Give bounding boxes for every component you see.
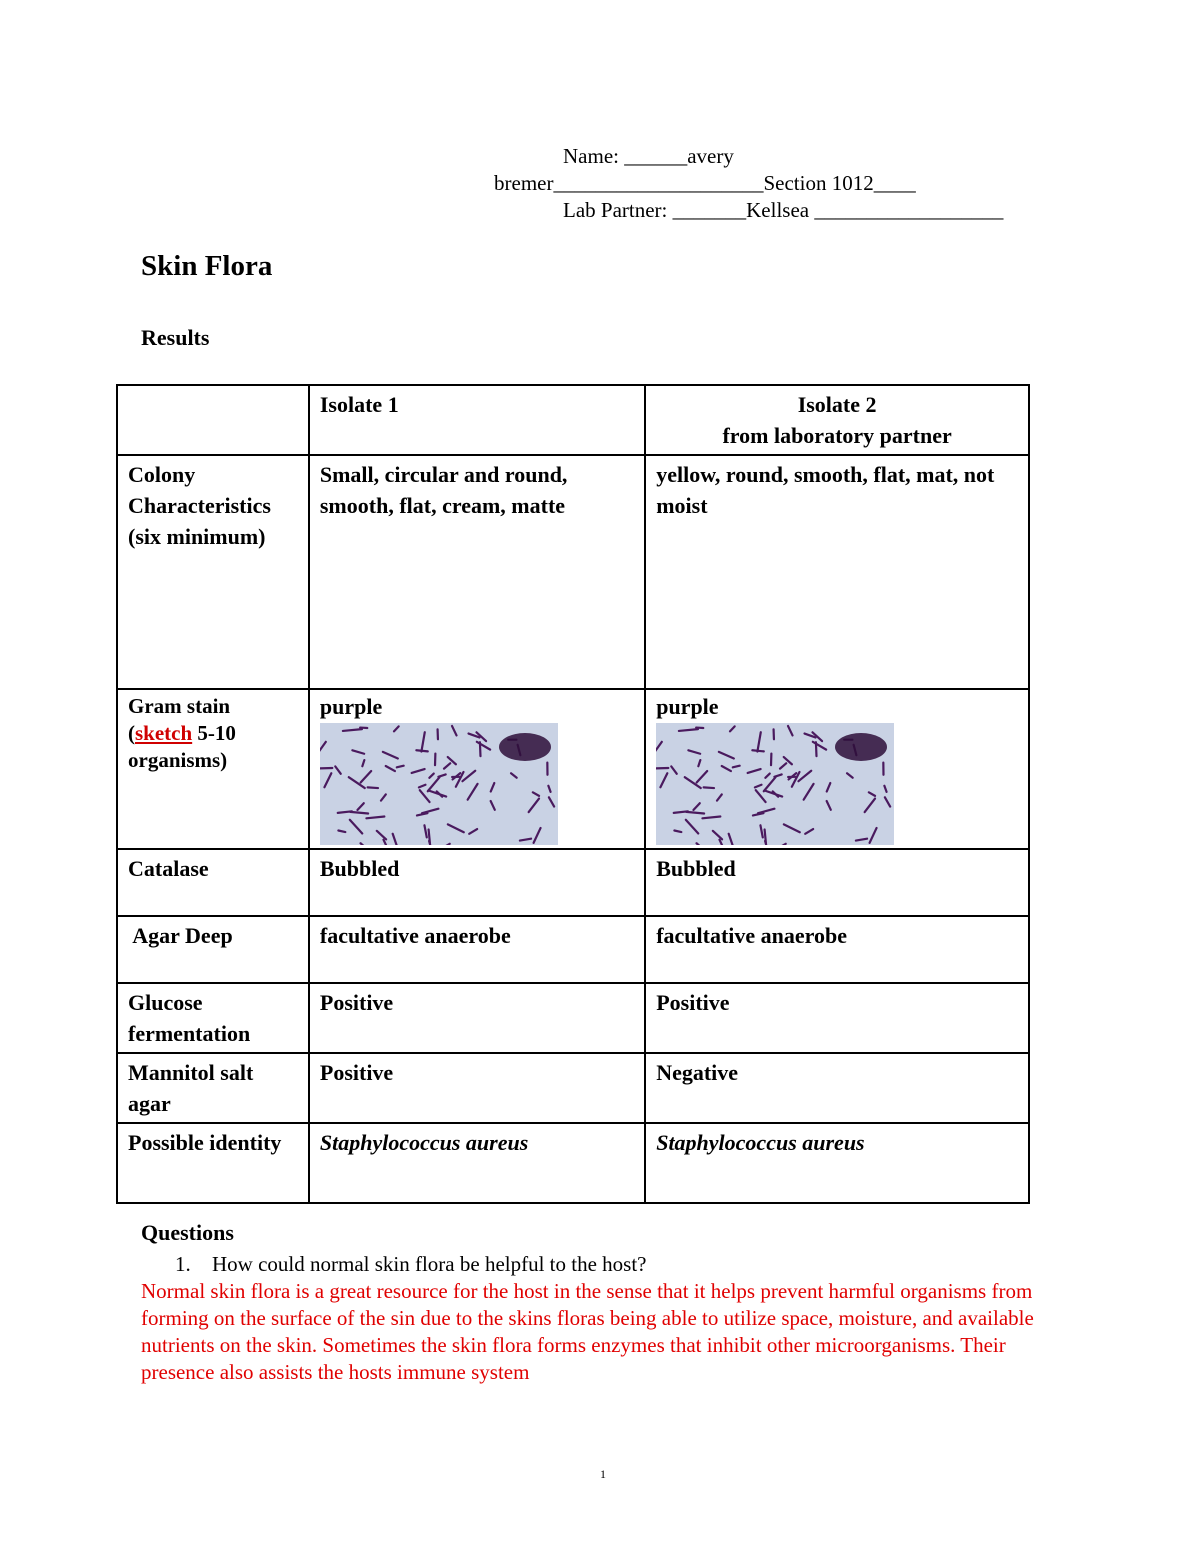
stained-bacterium <box>412 769 425 773</box>
stained-bacterium <box>694 803 700 810</box>
stained-bacterium <box>437 844 450 845</box>
stained-bacterium <box>357 803 363 810</box>
stained-bacterium <box>419 785 426 788</box>
stained-bacterium <box>717 794 722 800</box>
stained-bacterium <box>377 831 386 840</box>
table-row <box>117 689 1029 849</box>
stained-bacterium <box>685 777 701 788</box>
questions-heading: Questions <box>141 1220 234 1245</box>
stained-bacterium <box>813 742 826 750</box>
gram-result-1: purple <box>319 694 383 719</box>
stained-bacterium <box>511 773 517 777</box>
stained-bacterium <box>429 774 433 778</box>
stained-bacterium <box>730 726 735 731</box>
isolate-1-value <box>309 689 645 849</box>
stained-bacterium <box>361 771 372 782</box>
stained-bacterium <box>703 817 721 819</box>
stained-bacterium <box>885 786 887 792</box>
stained-bacterium <box>349 777 365 788</box>
answer-1: Normal skin flora is a great resource for the host in the sense that it helps prevent harmful organisms from forming on the surface of the sin due to the skins floras being able to utilize space, moisture, and available nutrients on the skin. Sometimes the skin flora forms enzymes that inhibit other microorganisms. Their presence also assists the hosts immune system <box>141 1279 1034 1384</box>
isolate-2-subtitle: from laboratory partner <box>722 423 952 448</box>
stained-bacterium <box>748 769 761 773</box>
stained-bacterium <box>529 799 539 813</box>
stained-bacterium <box>869 792 875 796</box>
stained-bacterium <box>733 766 740 768</box>
stained-bacterium <box>865 799 875 813</box>
isolate-2-value: yellow, round, smooth, flat, mat, not moist <box>645 455 1029 689</box>
stained-bacterium <box>885 797 890 806</box>
stained-bacterium <box>704 787 714 788</box>
stained-bacterium <box>424 825 426 837</box>
stained-bacterium <box>381 794 386 800</box>
sketch-link[interactable]: sketch <box>135 721 193 745</box>
stained-bacterium <box>549 797 554 806</box>
stained-bacterium <box>352 750 364 753</box>
stained-bacterium <box>350 820 363 834</box>
stained-bacterium <box>335 766 341 773</box>
row-label: Gram stain (sketch 5-10 organisms) <box>117 689 309 849</box>
isolate-1-value: Positive <box>309 1053 645 1123</box>
table-row <box>117 849 1029 916</box>
stained-bacterium <box>383 752 398 759</box>
stained-bacterium <box>784 824 800 832</box>
isolate-1-value <box>309 1123 645 1203</box>
stained-bacterium <box>674 811 688 813</box>
cell-cluster <box>499 733 551 761</box>
stained-bacterium <box>675 830 682 832</box>
stained-bacterium <box>856 839 867 841</box>
stained-bacterium <box>686 820 699 834</box>
stained-bacterium <box>338 830 345 832</box>
stained-bacterium <box>719 752 734 759</box>
row-label: Possible identity <box>117 1123 309 1203</box>
stained-bacterium <box>416 750 427 751</box>
stained-bacterium <box>533 828 540 843</box>
stained-bacterium <box>755 785 762 788</box>
stained-bacterium <box>393 834 398 845</box>
page-title: Skin Flora <box>141 250 273 282</box>
stained-bacterium <box>383 840 386 845</box>
stained-bacterium <box>360 843 369 845</box>
gram-result-2: purple <box>656 694 719 719</box>
stained-bacterium <box>753 750 764 751</box>
table-row <box>117 983 1029 1053</box>
species-name: Staphylococcus aureus <box>319 1130 529 1155</box>
stained-bacterium <box>422 809 438 814</box>
isolate-1-value: Positive <box>309 983 645 1053</box>
isolate-1-value: Small, circular and round, smooth, flat, cream, matte <box>309 455 645 689</box>
stained-bacterium <box>397 766 404 768</box>
stained-bacterium <box>533 792 539 796</box>
stained-bacterium <box>444 763 450 768</box>
page-number: 1 <box>600 1467 606 1481</box>
table-row <box>117 1053 1029 1123</box>
stained-bacterium <box>804 784 814 800</box>
stained-bacterium <box>656 742 662 755</box>
stained-bacterium <box>697 771 708 782</box>
isolate-2-title: Isolate 2 <box>797 392 877 417</box>
stained-bacterium <box>350 812 368 814</box>
row-label: Colony Characteristics (six minimum) <box>117 455 309 689</box>
species-name: Staphylococcus aureus <box>656 1130 865 1155</box>
stained-bacterium <box>764 777 776 791</box>
stained-bacterium <box>689 750 701 753</box>
question-1: How could normal skin flora be helpful to the host? <box>212 1252 647 1276</box>
cell-cluster <box>835 733 887 761</box>
stained-bacterium <box>469 829 477 834</box>
table-row <box>117 1123 1029 1203</box>
stained-bacterium <box>720 840 723 845</box>
stained-bacterium <box>477 742 490 750</box>
isolate-2-value: Positive <box>645 983 1029 1053</box>
stained-bacterium <box>722 766 731 771</box>
stained-bacterium <box>766 774 770 778</box>
stained-bacterium <box>827 783 831 791</box>
stained-bacterium <box>699 760 701 766</box>
stained-bacterium <box>697 843 706 845</box>
question-number: 1. <box>175 1252 191 1276</box>
isolate-2-value: Bubbled <box>645 849 1029 916</box>
table-row <box>117 916 1029 983</box>
stained-bacterium <box>428 777 440 791</box>
stained-bacterium <box>520 839 531 841</box>
stained-bacterium <box>343 729 362 731</box>
stained-bacterium <box>758 732 761 751</box>
row-label: Agar Deep <box>117 916 309 983</box>
isolate-2-value: facultative anaerobe <box>645 916 1029 983</box>
header-empty-cell <box>117 385 309 455</box>
stained-bacterium <box>421 732 424 751</box>
stained-bacterium <box>429 841 434 845</box>
stained-bacterium <box>338 811 352 813</box>
stained-bacterium <box>448 824 464 832</box>
stained-bacterium <box>761 825 763 837</box>
stained-bacterium <box>765 841 770 845</box>
stained-bacterium <box>847 773 853 777</box>
isolate-1-value: Bubbled <box>309 849 645 916</box>
stained-bacterium <box>548 786 550 792</box>
results-table <box>116 384 1030 1204</box>
stained-bacterium <box>805 829 813 834</box>
results-heading: Results <box>141 325 210 350</box>
stained-bacterium <box>713 831 722 840</box>
row-label: Mannitol salt agar <box>117 1053 309 1123</box>
isolate-2-value: Negative <box>645 1053 1029 1123</box>
stained-bacterium <box>827 801 831 810</box>
stained-bacterium <box>870 828 877 843</box>
row-label: Catalase <box>117 849 309 916</box>
gram-stain-label: Gram stain <box>128 694 231 718</box>
stained-bacterium <box>452 726 457 735</box>
header-isolate-1: Isolate 1 <box>309 385 645 455</box>
stained-bacterium <box>686 812 704 814</box>
gram-stain-image-1 <box>320 723 558 845</box>
isolate-2-value <box>645 1123 1029 1203</box>
stained-bacterium <box>324 773 331 787</box>
lab-partner-line: Lab Partner: _______Kellsea __________________ <box>563 198 1004 222</box>
stained-bacterium <box>491 801 495 810</box>
table-header-row <box>117 385 1029 455</box>
stained-bacterium <box>780 763 786 768</box>
stained-bacterium <box>679 729 698 731</box>
name-line: Name: ______avery <box>563 144 734 168</box>
isolate-2-value <box>645 689 1029 849</box>
isolate-1-value: facultative anaerobe <box>309 916 645 983</box>
stained-bacterium <box>729 834 734 845</box>
stained-bacterium <box>362 760 364 766</box>
stained-bacterium <box>394 726 399 731</box>
stained-bacterium <box>468 784 478 800</box>
stained-bacterium <box>386 766 395 771</box>
section-line: bremer____________________Section 1012____ <box>494 171 916 195</box>
stained-bacterium <box>368 787 378 788</box>
stained-bacterium <box>773 844 786 845</box>
stained-bacterium <box>661 773 668 787</box>
stained-bacterium <box>491 783 495 791</box>
stained-bacterium <box>758 809 774 814</box>
stained-bacterium <box>366 817 384 819</box>
stained-bacterium <box>788 726 793 735</box>
row-label: Glucose fermentation <box>117 983 309 1053</box>
table-row <box>117 455 1029 689</box>
gram-stain-image-2 <box>656 723 894 845</box>
header-isolate-2 <box>645 385 1029 455</box>
stained-bacterium <box>320 742 326 755</box>
stain-micrograph <box>656 723 894 845</box>
stain-micrograph <box>320 723 558 845</box>
stained-bacterium <box>671 766 677 773</box>
